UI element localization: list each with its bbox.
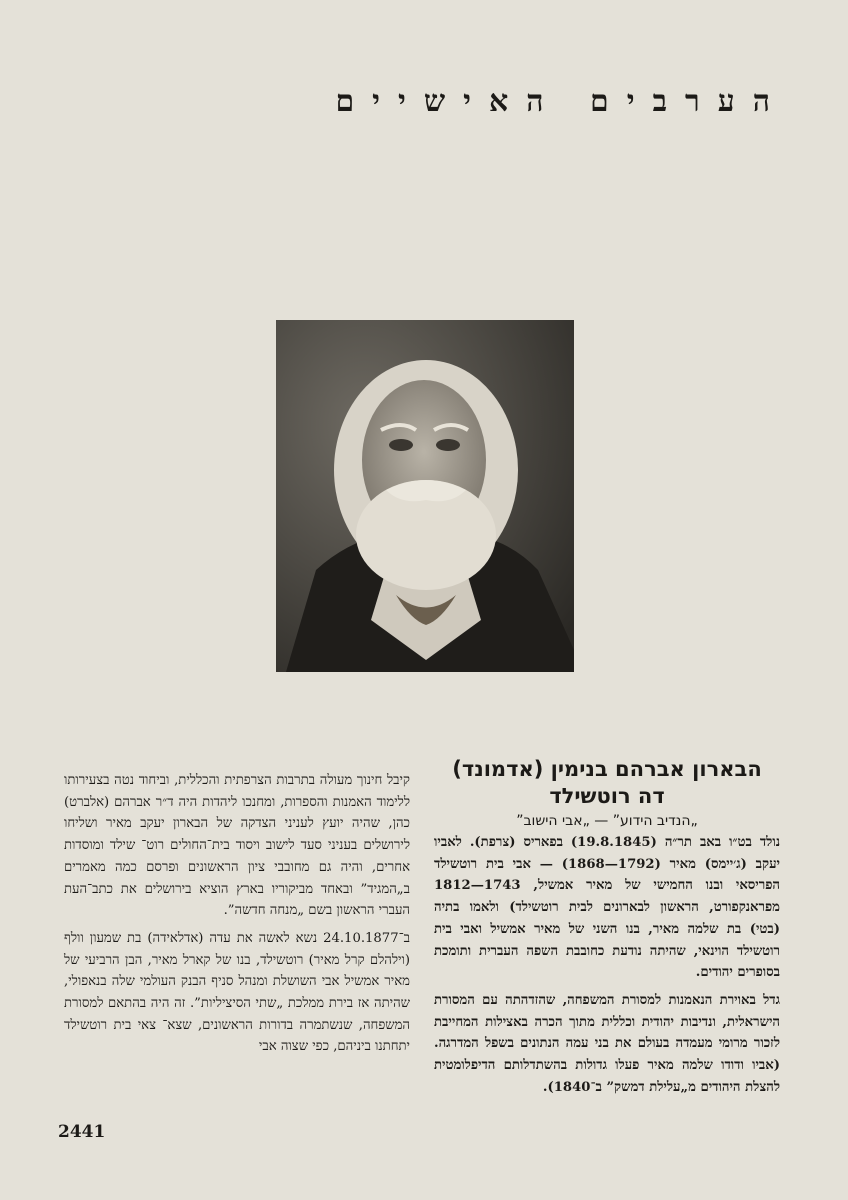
paragraph: גדל באוירת הנאמנות למסורת המשפחה, שהזדהתה עם המסורת הישראלית, ונדיבות יהודית וכללית מתוך הכרה באצילות המחייבת לזכור מרומי מעמדה בעולם את בני עמה הנתונים בשפל המדרגה. (אביו ודודו שלמה מאיר פעלו גדולות בהשתדלותם הדיפלומטית להצלת היהודים מ„עלילת דמשק” ב־1840). (434, 992, 780, 1095)
article-title-line1: הבארון אברהם בנימין (אדמונד) (452, 757, 762, 781)
paragraph: ב־24.10.1877 נשא לאשה את עדה (אדלאידה) בת שמעון וולף (וילהלם קרל מאיר) רוטשילד, בנו של קארל מאיר, הבן הרביעי של מאיר אמשיל אבי השושלת ומנהל סניף הבנק העולמי שלה בנאפולי, שהיתה אז בירת ממלכת „שתי הסיציליות”. זה היה בהתאם למסורת המשפחה, שנשתמרה בדורות הראשונים, שצא־ צאי בית רוטשילד יתחתנו ביניהם, כפי שצוה אבי (64, 930, 410, 1055)
portrait-photo (276, 320, 574, 672)
page-header-title: הערבים האישיים (335, 84, 788, 119)
article-subtitle: „הנדיב הידוע” — „אבי הישוב” (516, 813, 698, 829)
article-right-column (434, 756, 780, 1098)
article-left-column (64, 770, 410, 1058)
portrait-photo-icon (276, 320, 574, 672)
paragraph: נולד בט״ו באב תר״ה (19.8.1845) בפאריס (צרפת). לאביו יעקב (ג׳יימס) מאיר (1792—1868) — אבי בית רוטשילד הפריסאי ובנו החמישי של מאיר אמשיל, 1743—1812 מפראנקפורט, הראשון לבארונים לבית רוטשילד) ולאמו בתיה (בטי) בת שלמה מאיר, בנו השני של מאיר אמשיל ואבי בית רוטשילד הוינאי, שהיתה נודעת כחובבת השפה העברית ותומכת בסופרים יהודים. (434, 835, 780, 981)
paragraph: קיבל חינוך מעולה בתרבות הצרפתית והכללית, וביחוד נטה בצעירותו ללימוד האמנות והספרות, ומחנכו ליהדות היה ד״ר אברהם (אלברט) כהן, שהיה יועץ לעניני הצדקה של הבארון יעקב מאיר ושליחו לירושלים בעניני סעד לישוב ויסוד בית־החולים רוט־ שילד ומוסדות אחרים, והיה גם מחובבי ציון הראשונים ופרסם כמה מאמרים ב„המגיד” ובאחד מביקוריו בארץ הוציא בירושלים את כתב־העת העברי הראשון בשם „מנחה חדשה”. (64, 773, 410, 919)
page-number: 2441 (58, 1122, 106, 1142)
article-title-line2: דה רוטשילד (549, 784, 665, 808)
